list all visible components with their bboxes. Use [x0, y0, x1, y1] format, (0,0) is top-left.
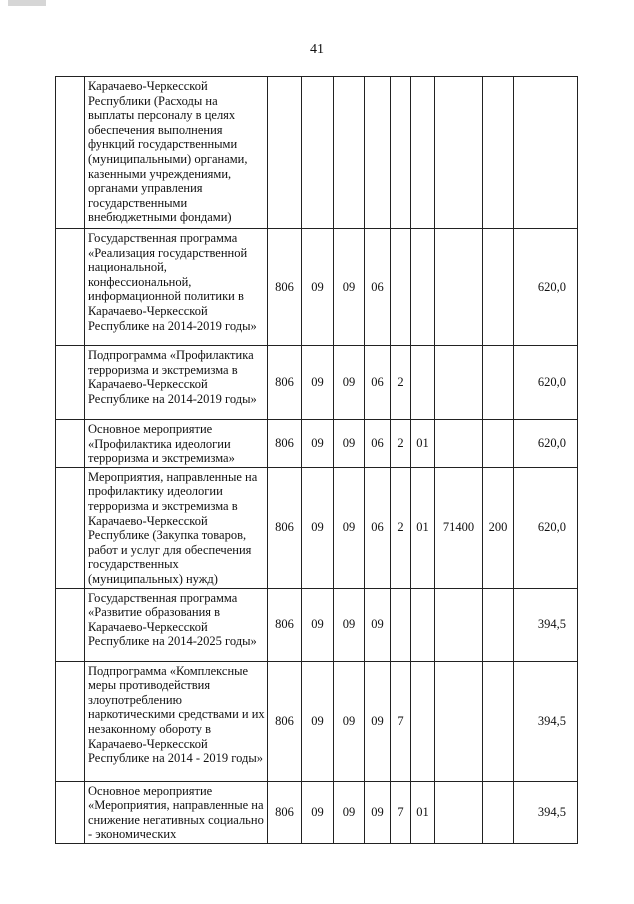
subsection-code-cell: 09: [334, 467, 365, 588]
expense-type-cell: [483, 229, 514, 346]
item-name-cell: Государственная программа «Реализация государственной национальной, конфессиональной, информационной политики в Карачаево-Черкесской Республике на 2014-2019 годы»: [85, 229, 268, 346]
item-name-cell: Подпрограмма «Профилактика терроризма и экстремизма в Карачаево-Черкесской Республике на 2014-2019 годы»: [85, 346, 268, 420]
row-number-cell: [56, 346, 85, 420]
event-code-cell: [411, 229, 435, 346]
amount-cell: 620,0: [514, 229, 578, 346]
table-row: [56, 467, 578, 588]
item-name-cell: Мероприятия, направленные на профилактику идеологии терроризма и экстремизма в Карачаево-Черкесской Республике (Закупка товаров, работ и услуг для обеспечения государственных (муниципальных) нужд): [85, 467, 268, 588]
subsection-code-cell: 09: [334, 346, 365, 420]
section-code-cell: [302, 77, 334, 229]
table-row: [56, 229, 578, 346]
event-code-cell: 01: [411, 781, 435, 843]
item-name-cell: Государственная программа «Развитие образования в Карачаево-Черкесской Республике на 2014-2025 годы»: [85, 588, 268, 661]
amount-cell: 394,5: [514, 781, 578, 843]
direction-code-cell: [435, 420, 483, 468]
ministry-code-cell: 806: [268, 346, 302, 420]
subsection-code-cell: 09: [334, 781, 365, 843]
subprogram-code-cell: 2: [391, 346, 411, 420]
section-code-cell: 09: [302, 229, 334, 346]
item-name-cell: Карачаево-Черкесской Республики (Расходы на выплаты персоналу в целях обеспечения выполнения функций государственными (муниципальными) органами, казенными учреждениями, органами управления государственными внебюджетными фондами): [85, 77, 268, 229]
direction-code-cell: [435, 588, 483, 661]
program-code-cell: [365, 77, 391, 229]
row-number-cell: [56, 467, 85, 588]
subprogram-code-cell: 2: [391, 467, 411, 588]
ministry-code-cell: 806: [268, 781, 302, 843]
item-name-cell: Подпрограмма «Комплексные меры противодействия злоупотреблению наркотическими средствами и их незаконному обороту в Карачаево-Черкесской Республике на 2014 - 2019 годы»: [85, 661, 268, 781]
program-code-cell: 09: [365, 781, 391, 843]
program-code-cell: 09: [365, 588, 391, 661]
section-code-cell: 09: [302, 588, 334, 661]
subprogram-code-cell: 7: [391, 661, 411, 781]
direction-code-cell: [435, 229, 483, 346]
ministry-code-cell: 806: [268, 229, 302, 346]
ministry-code-cell: [268, 77, 302, 229]
section-code-cell: 09: [302, 781, 334, 843]
budget-table-body: [56, 77, 578, 844]
ministry-code-cell: 806: [268, 661, 302, 781]
ministry-code-cell: 806: [268, 420, 302, 468]
subprogram-code-cell: 7: [391, 781, 411, 843]
subprogram-code-cell: [391, 77, 411, 229]
section-code-cell: 09: [302, 661, 334, 781]
row-number-cell: [56, 781, 85, 843]
ministry-code-cell: 806: [268, 467, 302, 588]
section-code-cell: 09: [302, 346, 334, 420]
expense-type-cell: [483, 781, 514, 843]
table-row: [56, 77, 578, 229]
scan-artifact: [8, 0, 46, 6]
amount-cell: 620,0: [514, 420, 578, 468]
subprogram-code-cell: [391, 588, 411, 661]
subsection-code-cell: 09: [334, 229, 365, 346]
table-row: [56, 781, 578, 843]
row-number-cell: [56, 229, 85, 346]
subprogram-code-cell: 2: [391, 420, 411, 468]
section-code-cell: 09: [302, 420, 334, 468]
table-row: [56, 346, 578, 420]
program-code-cell: 06: [365, 467, 391, 588]
budget-table: [55, 76, 578, 844]
direction-code-cell: [435, 781, 483, 843]
program-code-cell: 06: [365, 229, 391, 346]
table-row: [56, 661, 578, 781]
expense-type-cell: [483, 661, 514, 781]
amount-cell: 394,5: [514, 661, 578, 781]
table-row: [56, 420, 578, 468]
row-number-cell: [56, 661, 85, 781]
subprogram-code-cell: [391, 229, 411, 346]
page-number: 41: [310, 42, 324, 57]
item-name-cell: Основное мероприятие «Профилактика идеологии терроризма и экстремизма»: [85, 420, 268, 468]
event-code-cell: [411, 661, 435, 781]
row-number-cell: [56, 588, 85, 661]
direction-code-cell: 71400: [435, 467, 483, 588]
row-number-cell: [56, 77, 85, 229]
program-code-cell: 06: [365, 420, 391, 468]
expense-type-cell: [483, 346, 514, 420]
subsection-code-cell: 09: [334, 588, 365, 661]
event-code-cell: [411, 346, 435, 420]
program-code-cell: 06: [365, 346, 391, 420]
subsection-code-cell: [334, 77, 365, 229]
event-code-cell: 01: [411, 420, 435, 468]
direction-code-cell: [435, 661, 483, 781]
subsection-code-cell: 09: [334, 661, 365, 781]
expense-type-cell: [483, 420, 514, 468]
table-row: [56, 588, 578, 661]
section-code-cell: 09: [302, 467, 334, 588]
ministry-code-cell: 806: [268, 588, 302, 661]
event-code-cell: [411, 588, 435, 661]
item-name-cell: Основное мероприятие «Мероприятия, направленные на снижение негативных социально - экономических: [85, 781, 268, 843]
subsection-code-cell: 09: [334, 420, 365, 468]
expense-type-cell: [483, 588, 514, 661]
expense-type-cell: [483, 77, 514, 229]
expense-type-cell: 200: [483, 467, 514, 588]
event-code-cell: [411, 77, 435, 229]
direction-code-cell: [435, 77, 483, 229]
amount-cell: 620,0: [514, 467, 578, 588]
amount-cell: 620,0: [514, 346, 578, 420]
event-code-cell: 01: [411, 467, 435, 588]
direction-code-cell: [435, 346, 483, 420]
amount-cell: 394,5: [514, 588, 578, 661]
row-number-cell: [56, 420, 85, 468]
amount-cell: [514, 77, 578, 229]
program-code-cell: 09: [365, 661, 391, 781]
